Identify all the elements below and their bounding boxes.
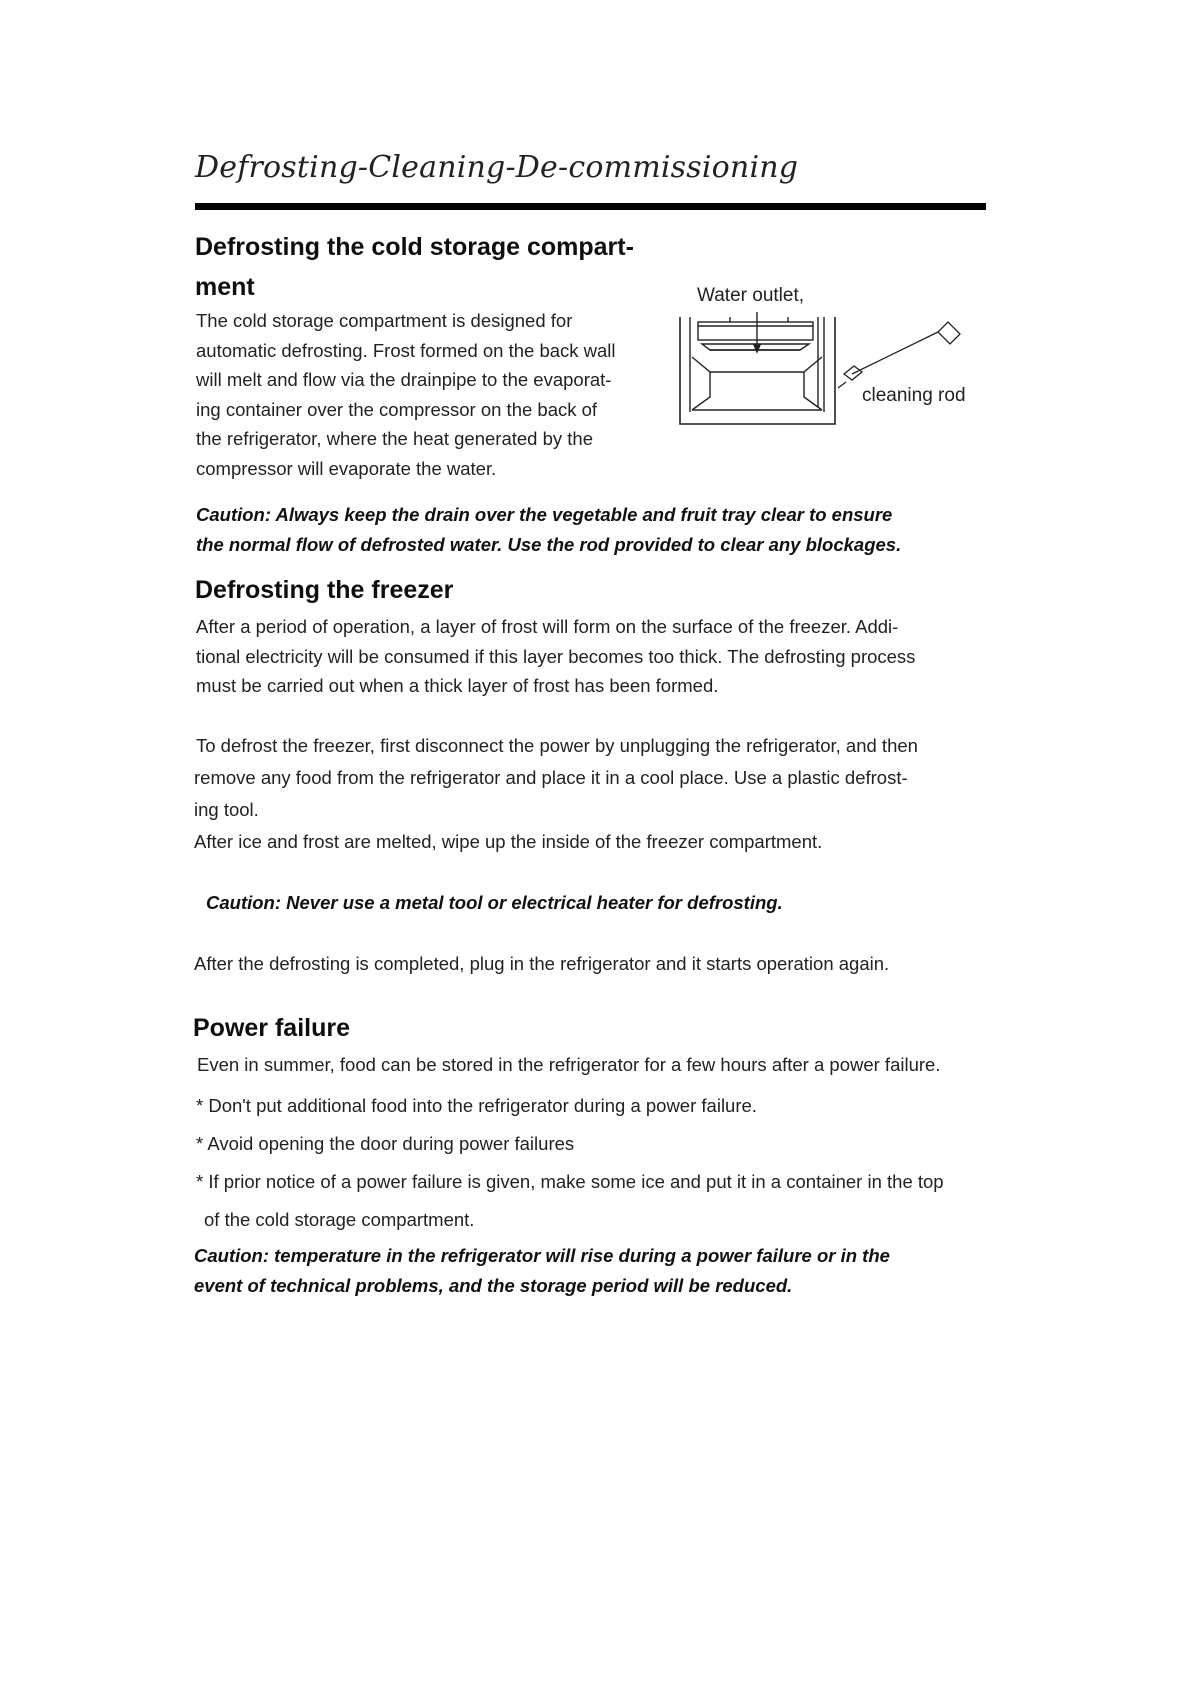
caution-line: Caution: temperature in the refrigerator will rise during a power failure or in the <box>194 1245 890 1266</box>
heading-line: ment <box>195 273 255 301</box>
header-divider <box>195 203 986 210</box>
caution-line: Caution: Always keep the drain over the vegetable and fruit tray clear to ensure <box>196 504 893 525</box>
text-line: tional electricity will be consumed if this layer becomes too thick. The defrosting process <box>196 645 916 667</box>
text-line: will melt and flow via the drainpipe to the evaporat- <box>196 369 612 390</box>
caution-metal-tool: Caution: Never use a metal tool or electrical heater for defrosting. <box>206 892 783 913</box>
caution-drain <box>196 500 901 560</box>
bullet-item: * Avoid opening the door during power failures <box>196 1133 575 1154</box>
section-heading-freezer: Defrosting the freezer <box>195 576 454 604</box>
power-failure-bullets <box>196 1087 944 1239</box>
water-outlet-label: Water outlet, <box>697 285 805 306</box>
heading-line: Defrosting the cold storage compart- <box>195 233 634 261</box>
caution-line: event of technical problems, and the storage period will be reduced. <box>194 1275 793 1296</box>
power-failure-intro: Even in summer, food can be stored in the refrigerator for a few hours after a power failure. <box>197 1054 941 1075</box>
page-title: Defrosting-Cleaning-De-commissioning <box>195 150 799 185</box>
text-line: ing tool. <box>194 799 259 820</box>
text-line: compressor will evaporate the water. <box>196 457 497 479</box>
cold-storage-paragraph <box>196 306 616 483</box>
freezer-paragraph-2 <box>194 730 918 858</box>
caution-power-failure <box>194 1241 890 1301</box>
section-heading-power-failure: Power failure <box>193 1014 350 1042</box>
freezer-paragraph-1 <box>196 612 915 701</box>
section-heading-cold-storage <box>195 227 634 307</box>
text-line: ing container over the compressor on the back of <box>196 398 598 420</box>
bullet-item: * Don't put additional food into the refrigerator during a power failure. <box>196 1095 757 1116</box>
bullet-item: * If prior notice of a power failure is given, make some ice and put it in a container in the top <box>196 1171 944 1192</box>
text-line: remove any food from the refrigerator and place it in a cool place. Use a plastic defrost- <box>194 767 908 788</box>
text-line: the refrigerator, where the heat generated by the <box>196 428 593 449</box>
drain-diagram-illustration <box>670 312 970 432</box>
text-line: To defrost the freezer, first disconnect the power by unplugging the refrigerator, and then <box>196 735 918 756</box>
freezer-paragraph-3: After the defrosting is completed, plug in the refrigerator and it starts operation again. <box>194 953 890 974</box>
text-line: must be carried out when a thick layer of frost has been formed. <box>196 675 719 696</box>
cleaning-rod-label: cleaning rod <box>862 385 966 406</box>
text-line: automatic defrosting. Frost formed on the back wall <box>196 339 616 361</box>
text-line: The cold storage compartment is designed for <box>196 310 573 331</box>
bullet-continuation: of the cold storage compartment. <box>204 1209 475 1230</box>
text-line: After a period of operation, a layer of frost will form on the surface of the freezer. Addi- <box>196 616 899 637</box>
caution-line: the normal flow of defrosted water. Use the rod provided to clear any blockages. <box>196 534 902 555</box>
text-line: After ice and frost are melted, wipe up the inside of the freezer compartment. <box>194 831 823 852</box>
